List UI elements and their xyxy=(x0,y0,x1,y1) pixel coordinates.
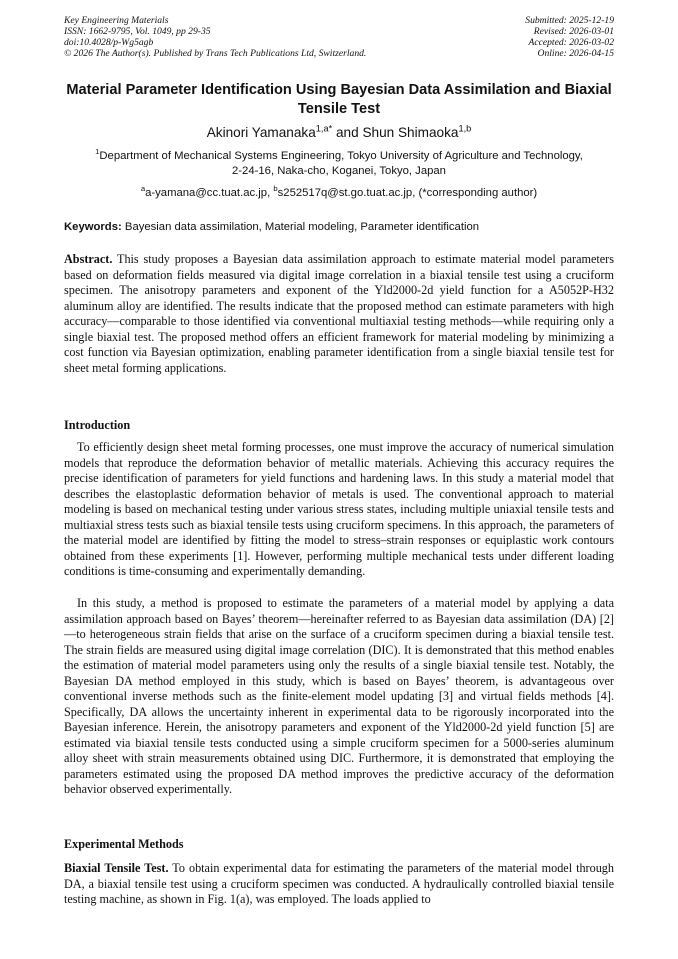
copyright-line: © 2026 The Author(s). Published by Trans Tech Publications Ltd, Switzerland. xyxy=(64,48,367,60)
date-accepted: Accepted: 2026-03-02 xyxy=(528,37,614,49)
keywords-label: Keywords: xyxy=(64,221,122,233)
author-list xyxy=(60,124,618,141)
paragraph-text: To obtain experimental data for estimating the parameters of the material model through DA, a biaxial tensile test using a cruciform specimen was conducted. A hydraulically controlled biaxial tensile testing machine, as shown in Fig. 1(a), was employed. The loads applied to xyxy=(64,861,614,906)
date-revised: Revised: 2026-03-01 xyxy=(533,26,614,38)
author-affiliation-mark: 1,a* xyxy=(315,123,333,134)
paragraph xyxy=(64,596,614,798)
author-conjunction: and xyxy=(332,125,363,140)
author-affiliation-mark: 1,b xyxy=(458,123,472,134)
journal-doi: doi:10.4028/p-Wg5agb xyxy=(64,37,154,49)
email-link[interactable]: a-yamana@cc.tuat.ac.jp, xyxy=(145,187,274,199)
journal-name: Key Engineering Materials xyxy=(64,15,169,26)
keywords xyxy=(64,220,624,235)
paragraph xyxy=(64,440,614,580)
submission-dates xyxy=(414,15,614,59)
subsection-lead: Biaxial Tensile Test. xyxy=(64,861,169,875)
affiliation-address: 2-24-16, Naka-cho, Koganei, Tokyo, Japan xyxy=(232,165,446,177)
journal-header xyxy=(64,15,464,59)
date-submitted: Submitted: 2025-12-19 xyxy=(525,15,614,26)
email-mark: a xyxy=(140,184,146,194)
affiliation xyxy=(60,149,618,179)
affiliation-mark: 1 xyxy=(95,147,100,157)
author-name: Shun Shimaoka xyxy=(362,125,459,140)
paragraph-text: In this study, a method is proposed to estimate the parameters of a material model by applying a data assimilation approach based on Bayes’ theorem—hereinafter referred to as Bayesian data assimilation (DA) [2]—to heterogeneous strain fields that arise on the surface of a cruciform specimen during a biaxial tensile test. The strain fields are measured using digital image correlation (DIC). It is demonstrated that this method enables the estimation of material model parameters using only the results of a single biaxial tensile test. Notably, the Bayesian DA method employed in this study, which is based on Bayes’ theorem, is advantageous over conventional inverse methods such as the finite-element model updating [3] and virtual fields methods [4]. Specifically, DA allows the uncertainty inherent in experimental data to be rigorously incorporated into the Bayesian inference. Herein, the anisotropy parameters and exponent of the Yld2000-2d yield function [5] are estimated via biaxial tensile tests conducted using a simple cruciform specimen for a 5000-series aluminum alloy sheet with strain measurements obtained using DIC. Furthermore, it is demonstrated that employing the parameters estimated using the proposed DA method improves the predictive accuracy of the deformation behavior observed experimentally. xyxy=(64,596,614,796)
section-heading-introduction: Introduction xyxy=(64,418,131,432)
keywords-text: Bayesian data assimilation, Material modeling, Parameter identification xyxy=(121,221,480,233)
section-heading-experimental-methods: Experimental Methods xyxy=(64,837,184,851)
author-name: Akinori Yamanaka xyxy=(206,125,316,140)
email-mark: b xyxy=(273,184,278,194)
abstract xyxy=(64,252,614,376)
abstract-label: Abstract. xyxy=(64,252,113,266)
paragraph xyxy=(64,861,614,908)
paragraph-text: To efficiently design sheet metal forming processes, one must improve the accuracy of numerical simulation models that reproduce the deformation behavior of metallic materials. Achieving this accuracy requires the precise identification of parameters for yield functions and hardening laws. In this study a material model that describes the elastoplastic deformation behavior of metals is used. The conventional approach to material modeling is based on mechanical testing under various stress states, including multiple uniaxial tensile tests and multiaxial stress tests such as biaxial tensile tests using cruciform specimens. In this approach, the parameters of the material model are identified by fitting the model to stress–strain responses or equiplastic work contours obtained from these experiments [1]. However, performing multiple mechanical tests under different loading conditions is time-consuming and experimentally demanding. xyxy=(64,440,614,578)
author-emails xyxy=(60,186,618,201)
affiliation-line: Department of Mechanical Systems Engineering, Tokyo University of Agriculture and Technology, xyxy=(99,150,583,162)
date-online: Online: 2026-04-15 xyxy=(537,48,614,60)
abstract-text: This study proposes a Bayesian data assimilation approach to estimate material model parameters based on deformation fields measured via digital image correlation in a biaxial tensile test using a cruciform specimen. The anisotropy parameters and exponent of the Yld2000-2d yield function for a A5052P-H32 aluminum alloy are identified. The results indicate that the proposed method can estimate parameters with high accuracy—comparable to those identified via conventional multiaxial testing methods—while requiring only a single biaxial test. The proposed method offers an efficient framework for material modeling by minimizing a cost function via Bayesian optimization, enabling parameter identification from a single biaxial tensile test for sheet metal forming applications. xyxy=(64,252,614,375)
email-link[interactable]: s252517q@st.go.tuat.ac.jp, (*corresponding author) xyxy=(277,187,538,199)
journal-issn: ISSN: 1662-9795, Vol. 1049, pp 29-35 xyxy=(64,26,211,38)
paper-title: Material Parameter Identification Using Bayesian Data Assimilation and Biaxial Tensile Test xyxy=(66,82,612,117)
